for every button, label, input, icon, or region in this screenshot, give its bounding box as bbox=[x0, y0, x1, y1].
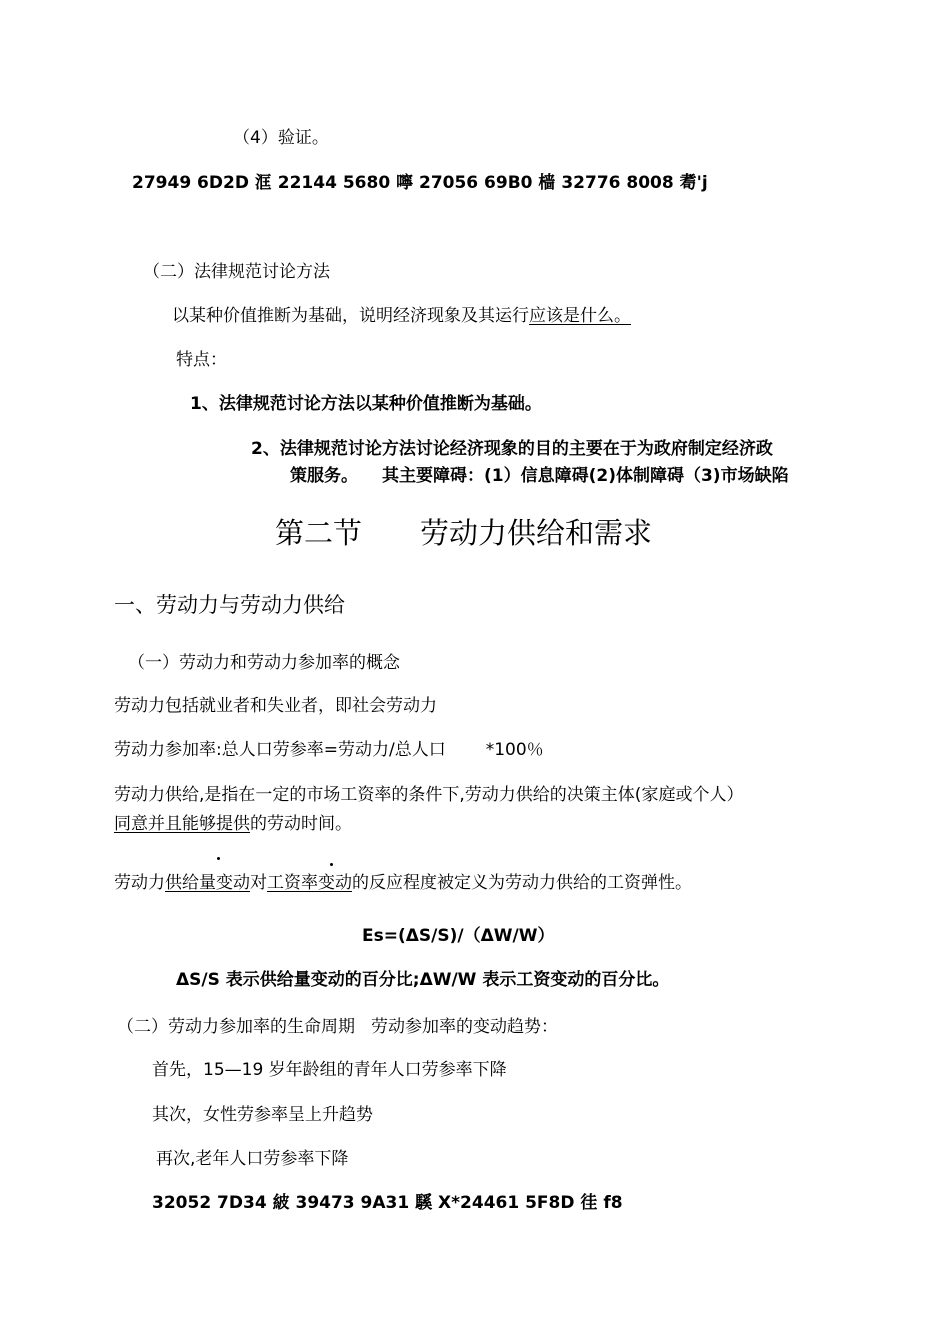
formula-text: 劳动力参加率:总人口劳参率=劳动力/总人口 bbox=[114, 740, 446, 760]
main-barriers: 其主要障碍：(1）信息障碍(2)体制障碍（3)市场缺陷 bbox=[382, 466, 789, 486]
chapter-name: 劳动力供给和需求 bbox=[420, 516, 653, 550]
elasticity-text-c: 对 bbox=[250, 873, 267, 893]
trend-item-1: 首先，15—19 岁年龄组的青年人口劳参率下降 bbox=[152, 1060, 507, 1080]
elasticity-text-a: 劳动力 bbox=[114, 873, 165, 893]
supply-change-underlined: 供给量变动 bbox=[165, 873, 250, 893]
subsection-2-heading bbox=[117, 1016, 558, 1038]
formula-explanation: ΔS/S 表示供给量变动的百分比;ΔW/W 表示工资变动的百分比。 bbox=[176, 970, 670, 990]
subsection-1-heading: （一）劳动力和劳动力参加率的概念 bbox=[128, 653, 400, 673]
formula-percent: *100％ bbox=[485, 740, 544, 760]
definition-rest: 的劳动时间。 bbox=[250, 814, 352, 834]
feature-1: 1、法律规范讨论方法以某种价值推断为基础。 bbox=[190, 394, 542, 414]
elasticity-formula: Es=(ΔS/S)/（ΔW/W） bbox=[362, 926, 555, 946]
encoded-text-line: 27949 6D2D 洭 22144 5680 嚀 27056 69B0 樯 32776 8008 耈'j bbox=[132, 173, 708, 193]
emphasis-dot bbox=[217, 857, 220, 860]
wage-change-underlined: 工资率变动 bbox=[267, 873, 352, 893]
elasticity-text-e: 的反应程度被定义为劳动力供给的工资弹性。 bbox=[352, 873, 692, 893]
trend-item-2: 其次，女性劳参率呈上升趋势 bbox=[152, 1105, 373, 1125]
trend-label: 劳动参加率的变动趋势： bbox=[371, 1017, 558, 1037]
emphasis-dot bbox=[330, 863, 333, 866]
labor-force-definition: 劳动力包括就业者和失业者，即社会劳动力 bbox=[114, 696, 437, 716]
labor-supply-definition-line-2 bbox=[114, 813, 352, 835]
chapter-title bbox=[275, 515, 652, 551]
feature-2-continuation: 策服务。 bbox=[290, 466, 358, 486]
part-1-heading: 一、劳动力与劳动力供给 bbox=[114, 593, 345, 617]
chapter-number: 第二节 bbox=[275, 516, 363, 550]
step-4-verify: （4）验证。 bbox=[233, 128, 329, 148]
underlined-phrase: 同意并且能够提供 bbox=[114, 814, 250, 834]
normative-method-intro bbox=[172, 305, 631, 327]
participation-rate-formula bbox=[114, 739, 544, 761]
features-label: 特点： bbox=[176, 350, 227, 370]
feature-2-line-2 bbox=[290, 465, 789, 487]
feature-2-line-1: 2、法律规范讨论方法讨论经济现象的目的主要在于为政府制定经济政 bbox=[251, 439, 773, 459]
labor-supply-definition-line-1: 劳动力供给,是指在一定的市场工资率的条件下,劳动力供给的决策主体(家庭或个人） bbox=[114, 785, 744, 805]
intro-underlined-text: 应该是什么。 bbox=[529, 306, 631, 326]
wage-elasticity-definition bbox=[114, 872, 692, 894]
lifecycle-heading: （二）劳动力参加率的生命周期 bbox=[117, 1017, 355, 1037]
intro-text: 以某种价值推断为基础，说明经济现象及其运行 bbox=[172, 306, 529, 326]
trend-item-3: 再次,老年人口劳参率下降 bbox=[156, 1149, 349, 1169]
normative-method-heading: （二）法律规范讨论方法 bbox=[143, 262, 330, 282]
encoded-text-line: 32052 7D34 紴 39473 9A31 騱 X*24461 5F8D 徍 f8 bbox=[152, 1193, 623, 1213]
